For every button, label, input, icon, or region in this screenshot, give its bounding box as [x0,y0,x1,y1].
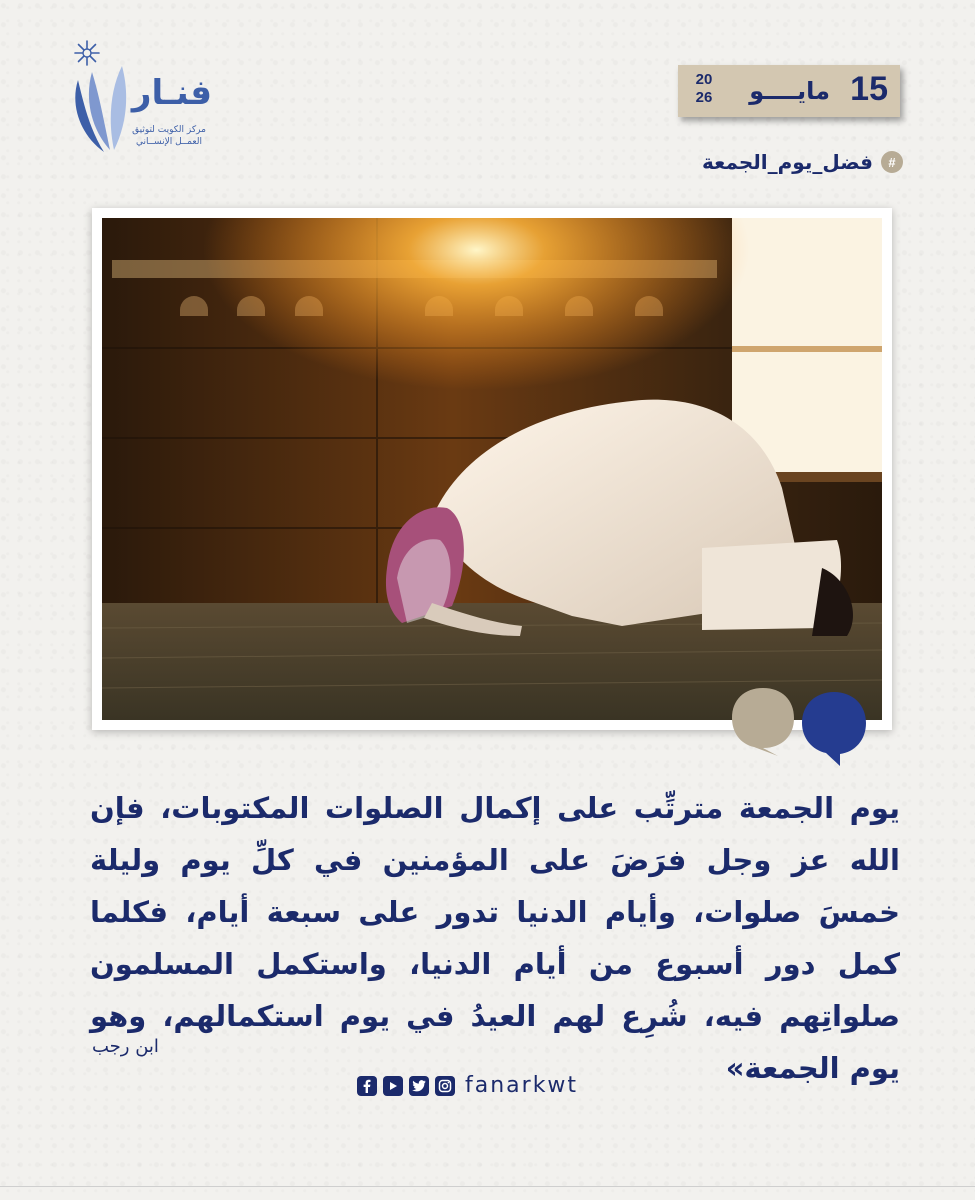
hashtag [702,150,903,174]
speech-bubble-beige-icon [730,686,796,758]
twitter-icon[interactable] [409,1076,429,1096]
leaves-icon [70,60,130,155]
date-year-bottom: 26 [695,89,713,106]
date-month: مايــــو [749,77,830,105]
speech-bubble-navy-icon [800,690,868,768]
fanar-logo [60,30,210,160]
youtube-icon[interactable] [383,1076,403,1096]
logo-subtitle-line2: العمــل الإنســاني [136,137,202,148]
date-day: 15 [850,70,888,108]
facebook-icon[interactable] [357,1076,377,1096]
date-year [692,71,716,107]
social-bar [357,1073,578,1098]
hashtag-icon: # [881,151,903,173]
date-year-top: 20 [695,71,713,88]
prayer-photo-art [102,218,882,720]
social-handle[interactable]: fanarkwt [465,1073,579,1098]
hashtag-text: فضل_يوم_الجمعة [702,150,873,174]
prayer-photo [102,218,882,720]
quote-author: ابن رجب [92,1036,159,1057]
date-badge [678,65,900,117]
logo-subtitle-line1: مركز الكويت لتوثيق [132,125,206,135]
logo-subtitle [124,124,214,148]
bottom-divider [0,1186,975,1187]
logo-name: فنـار [131,73,212,113]
quote-text: يوم الجمعة مترتِّب على إكمال الصلوات المكتوبات، فإن الله عز وجل فرَضَ على المؤمنين في كلِّ يوم وليلة خمسَ صلوات، وأيام الدنيا تدور على سبعة أيام، فكلما كمل دور أسبوع من أيام الدنيا، واستكمل المسلمون صلواتِهم فيه، شُرِع لهم العيدُ في يوم استكمالهم، وهو يوم الجمعة» [90,791,900,1085]
instagram-icon[interactable] [435,1076,455,1096]
photo-frame [92,208,892,730]
